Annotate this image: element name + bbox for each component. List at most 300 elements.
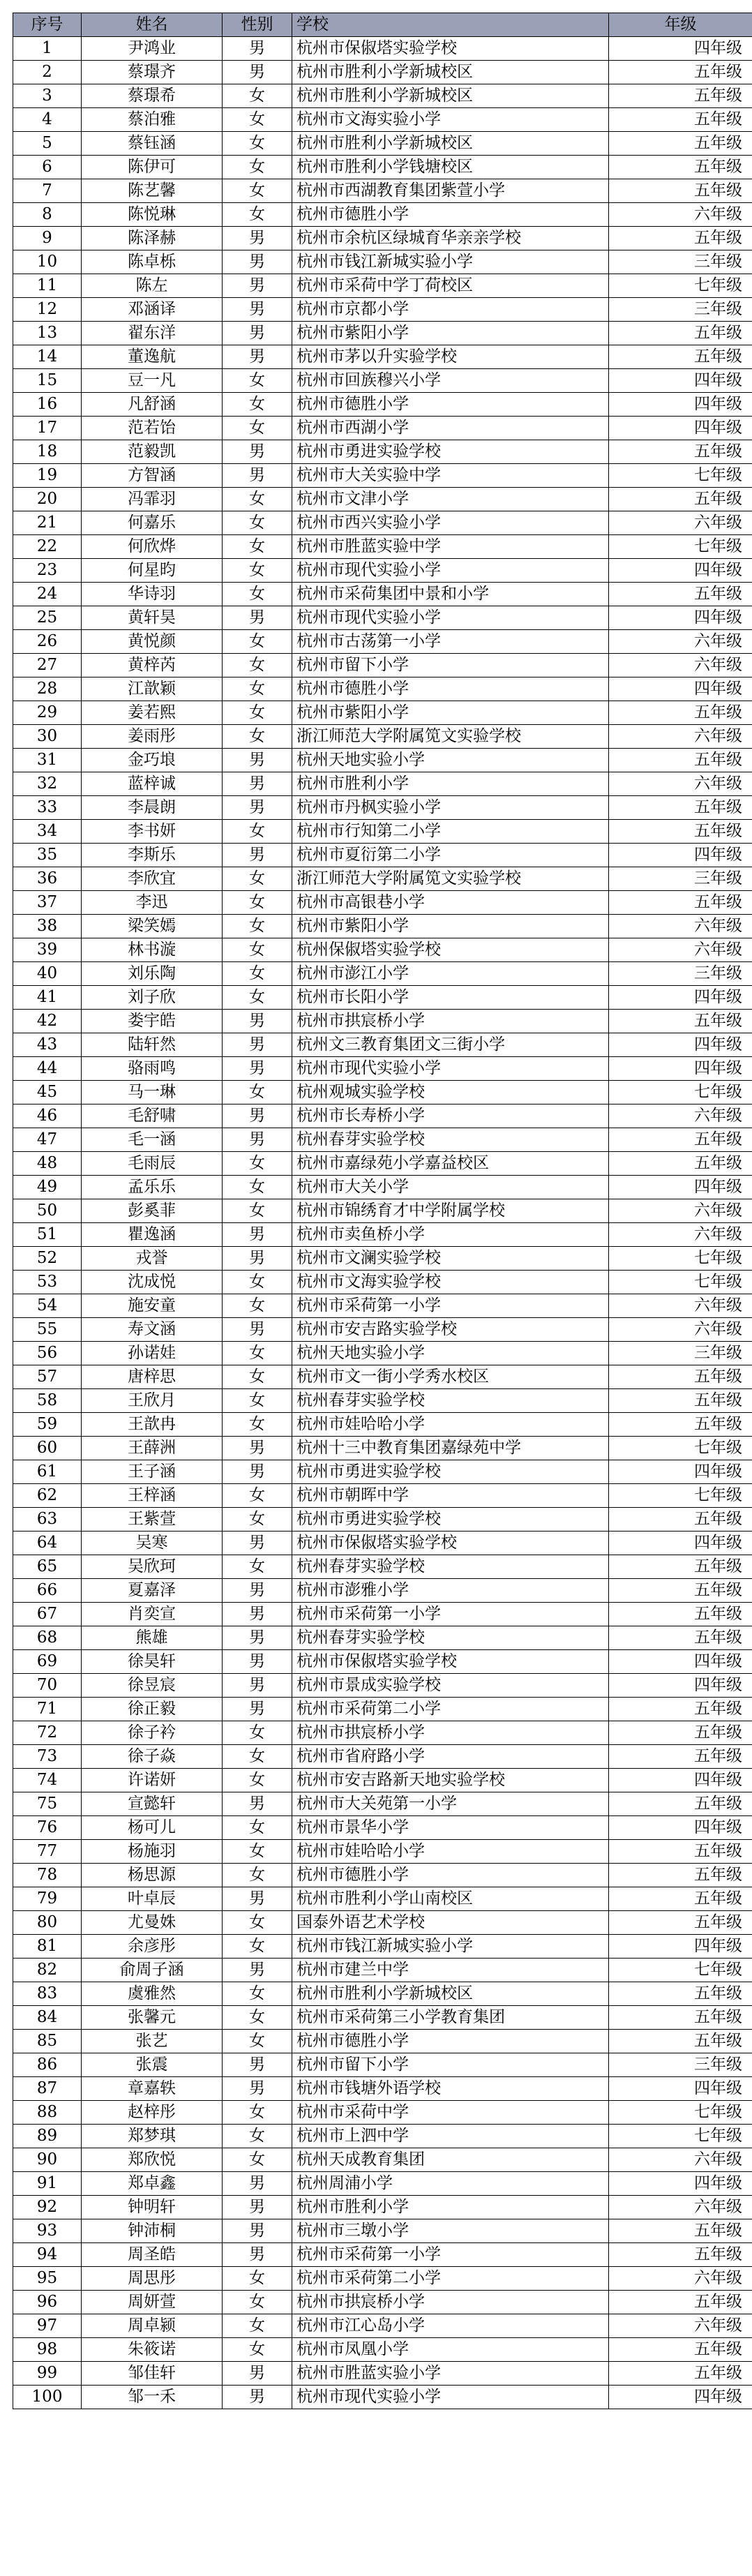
cell-sex[interactable]: 男 [223, 2196, 292, 2219]
cell-name[interactable]: 周思彤 [82, 2267, 223, 2291]
cell-name[interactable]: 许诺妍 [82, 1769, 223, 1792]
cell-grade[interactable]: 四年级 [609, 1033, 752, 1057]
table-row[interactable] [13, 1484, 752, 1508]
cell-name[interactable]: 范若饴 [82, 417, 223, 440]
cell-sex[interactable]: 男 [223, 2053, 292, 2077]
cell-school[interactable]: 杭州市凤凰小学 [292, 2338, 609, 2362]
cell-sex[interactable]: 女 [223, 1864, 292, 1887]
cell-grade[interactable]: 五年级 [609, 749, 752, 772]
cell-grade[interactable]: 五年级 [609, 1911, 752, 1935]
cell-school[interactable]: 杭州市紫阳小学 [292, 701, 609, 725]
table-row[interactable] [13, 132, 752, 156]
table-row[interactable] [13, 749, 752, 772]
cell-sex[interactable]: 男 [223, 796, 292, 820]
cell-no[interactable]: 50 [13, 1199, 82, 1223]
table-row[interactable] [13, 2196, 752, 2219]
cell-grade[interactable]: 五年级 [609, 2219, 752, 2243]
table-row[interactable] [13, 796, 752, 820]
cell-no[interactable]: 36 [13, 867, 82, 891]
cell-school[interactable]: 杭州市胜利小学新城校区 [292, 84, 609, 108]
cell-name[interactable]: 方智涵 [82, 464, 223, 488]
cell-no[interactable]: 67 [13, 1603, 82, 1626]
cell-no[interactable]: 19 [13, 464, 82, 488]
cell-no[interactable]: 8 [13, 203, 82, 227]
cell-name[interactable]: 姜雨彤 [82, 725, 223, 749]
cell-no[interactable]: 30 [13, 725, 82, 749]
cell-grade[interactable]: 四年级 [609, 2386, 752, 2409]
cell-name[interactable]: 戎誉 [82, 1247, 223, 1271]
cell-school[interactable]: 杭州市胜蓝实验小学 [292, 2362, 609, 2386]
cell-no[interactable]: 24 [13, 583, 82, 606]
table-row[interactable] [13, 654, 752, 677]
cell-no[interactable]: 95 [13, 2267, 82, 2291]
cell-school[interactable]: 杭州市德胜小学 [292, 677, 609, 701]
cell-no[interactable]: 66 [13, 1579, 82, 1603]
cell-sex[interactable]: 女 [223, 2030, 292, 2053]
table-row[interactable] [13, 1959, 752, 1982]
table-row[interactable] [13, 2125, 752, 2148]
cell-no[interactable]: 83 [13, 1982, 82, 2006]
cell-sex[interactable]: 男 [223, 1532, 292, 1555]
cell-name[interactable]: 周妍萱 [82, 2291, 223, 2314]
cell-grade[interactable]: 六年级 [609, 2314, 752, 2338]
cell-no[interactable]: 89 [13, 2125, 82, 2148]
cell-school[interactable]: 杭州市安吉路实验学校 [292, 1318, 609, 1342]
cell-name[interactable]: 唐梓思 [82, 1365, 223, 1389]
cell-sex[interactable]: 女 [223, 2314, 292, 2338]
cell-name[interactable]: 邓涵译 [82, 298, 223, 322]
cell-school[interactable]: 杭州周浦小学 [292, 2172, 609, 2196]
cell-grade[interactable]: 三年级 [609, 867, 752, 891]
cell-school[interactable]: 杭州市紫阳小学 [292, 322, 609, 345]
cell-grade[interactable]: 七年级 [609, 1247, 752, 1271]
cell-school[interactable]: 杭州市拱宸桥小学 [292, 1010, 609, 1033]
cell-grade[interactable]: 六年级 [609, 1199, 752, 1223]
cell-sex[interactable]: 女 [223, 1508, 292, 1532]
cell-name[interactable]: 蓝梓诚 [82, 772, 223, 796]
cell-school[interactable]: 杭州保俶塔实验学校 [292, 938, 609, 962]
cell-grade[interactable]: 五年级 [609, 2291, 752, 2314]
cell-no[interactable]: 9 [13, 227, 82, 250]
cell-no[interactable]: 16 [13, 393, 82, 417]
cell-no[interactable]: 22 [13, 535, 82, 559]
cell-sex[interactable]: 男 [223, 1318, 292, 1342]
cell-grade[interactable]: 五年级 [609, 1508, 752, 1532]
table-row[interactable] [13, 1816, 752, 1840]
table-row[interactable] [13, 274, 752, 298]
table-row[interactable] [13, 1982, 752, 2006]
cell-grade[interactable]: 四年级 [609, 559, 752, 583]
cell-no[interactable]: 63 [13, 1508, 82, 1532]
cell-school[interactable]: 杭州天地实验小学 [292, 749, 609, 772]
cell-sex[interactable]: 女 [223, 417, 292, 440]
cell-sex[interactable]: 女 [223, 915, 292, 938]
cell-no[interactable]: 75 [13, 1792, 82, 1816]
cell-sex[interactable]: 女 [223, 1176, 292, 1199]
table-row[interactable] [13, 772, 752, 796]
cell-name[interactable]: 豆一凡 [82, 369, 223, 393]
table-row[interactable] [13, 2386, 752, 2409]
table-row[interactable] [13, 1318, 752, 1342]
cell-sex[interactable]: 女 [223, 725, 292, 749]
cell-grade[interactable]: 五年级 [609, 108, 752, 132]
cell-school[interactable]: 杭州市胜蓝实验中学 [292, 535, 609, 559]
table-row[interactable] [13, 298, 752, 322]
cell-name[interactable]: 夏嘉泽 [82, 1579, 223, 1603]
cell-school[interactable]: 杭州市胜利小学新城校区 [292, 1982, 609, 2006]
cell-grade[interactable]: 五年级 [609, 1792, 752, 1816]
cell-grade[interactable]: 五年级 [609, 1626, 752, 1650]
cell-sex[interactable]: 女 [223, 1982, 292, 2006]
cell-school[interactable]: 浙江师范大学附属笕文实验学校 [292, 867, 609, 891]
cell-name[interactable]: 熊雄 [82, 1626, 223, 1650]
cell-name[interactable]: 王梓涵 [82, 1484, 223, 1508]
cell-sex[interactable]: 男 [223, 2077, 292, 2101]
cell-school[interactable]: 杭州市保俶塔实验学校 [292, 37, 609, 61]
cell-school[interactable]: 杭州市文澜实验学校 [292, 1247, 609, 1271]
table-row[interactable] [13, 1508, 752, 1532]
cell-school[interactable]: 杭州市景华小学 [292, 1816, 609, 1840]
table-row[interactable] [13, 820, 752, 844]
cell-name[interactable]: 王紫萱 [82, 1508, 223, 1532]
cell-school[interactable]: 杭州市丹枫实验小学 [292, 796, 609, 820]
cell-school[interactable]: 杭州市高银巷小学 [292, 891, 609, 915]
cell-sex[interactable]: 女 [223, 1911, 292, 1935]
cell-sex[interactable]: 女 [223, 820, 292, 844]
cell-sex[interactable]: 男 [223, 844, 292, 867]
cell-grade[interactable]: 六年级 [609, 915, 752, 938]
table-row[interactable] [13, 1033, 752, 1057]
cell-school[interactable]: 杭州市钱江新城实验小学 [292, 1935, 609, 1959]
table-row[interactable] [13, 61, 752, 84]
table-row[interactable] [13, 1626, 752, 1650]
cell-grade[interactable]: 六年级 [609, 1104, 752, 1128]
cell-no[interactable]: 85 [13, 2030, 82, 2053]
table-row[interactable] [13, 1650, 752, 1674]
table-row[interactable] [13, 1081, 752, 1104]
cell-name[interactable]: 俞周子涵 [82, 1959, 223, 1982]
cell-name[interactable]: 何嘉乐 [82, 511, 223, 535]
cell-grade[interactable]: 三年级 [609, 2053, 752, 2077]
cell-name[interactable]: 江歆颖 [82, 677, 223, 701]
cell-name[interactable]: 徐昱宸 [82, 1674, 223, 1698]
table-row[interactable] [13, 606, 752, 630]
cell-school[interactable]: 杭州市文海实验小学 [292, 108, 609, 132]
cell-name[interactable]: 邹佳轩 [82, 2362, 223, 2386]
cell-sex[interactable]: 男 [223, 1792, 292, 1816]
cell-school[interactable]: 杭州市娃哈哈小学 [292, 1413, 609, 1437]
cell-grade[interactable]: 六年级 [609, 772, 752, 796]
cell-sex[interactable]: 女 [223, 867, 292, 891]
table-row[interactable] [13, 1769, 752, 1792]
table-row[interactable] [13, 1271, 752, 1294]
cell-school[interactable]: 杭州天地实验小学 [292, 1342, 609, 1365]
cell-sex[interactable]: 女 [223, 938, 292, 962]
table-row[interactable] [13, 2053, 752, 2077]
cell-grade[interactable]: 五年级 [609, 891, 752, 915]
cell-name[interactable]: 张艺 [82, 2030, 223, 2053]
cell-name[interactable]: 陈艺馨 [82, 179, 223, 203]
cell-grade[interactable]: 五年级 [609, 1365, 752, 1389]
cell-name[interactable]: 周卓颍 [82, 2314, 223, 2338]
cell-school[interactable]: 杭州市大关小学 [292, 1176, 609, 1199]
cell-no[interactable]: 6 [13, 156, 82, 179]
cell-name[interactable]: 刘子欣 [82, 986, 223, 1010]
cell-name[interactable]: 杨思源 [82, 1864, 223, 1887]
cell-school[interactable]: 杭州市胜利小学新城校区 [292, 132, 609, 156]
cell-grade[interactable]: 四年级 [609, 677, 752, 701]
cell-no[interactable]: 92 [13, 2196, 82, 2219]
table-row[interactable] [13, 2101, 752, 2125]
cell-sex[interactable]: 女 [223, 1342, 292, 1365]
cell-sex[interactable]: 女 [223, 488, 292, 511]
cell-school[interactable]: 杭州市拱宸桥小学 [292, 2291, 609, 2314]
cell-grade[interactable]: 六年级 [609, 725, 752, 749]
cell-name[interactable]: 李书妍 [82, 820, 223, 844]
cell-school[interactable]: 杭州市景成实验学校 [292, 1674, 609, 1698]
cell-sex[interactable]: 男 [223, 1650, 292, 1674]
cell-name[interactable]: 徐子衿 [82, 1721, 223, 1745]
header-sex[interactable]: 性别 [223, 13, 292, 37]
cell-sex[interactable]: 男 [223, 61, 292, 84]
header-name[interactable]: 姓名 [82, 13, 223, 37]
cell-sex[interactable]: 女 [223, 535, 292, 559]
cell-school[interactable]: 杭州文三教育集团文三街小学 [292, 1033, 609, 1057]
table-row[interactable] [13, 1911, 752, 1935]
cell-school[interactable]: 杭州市采荷第一小学 [292, 1294, 609, 1318]
cell-school[interactable]: 杭州市紫阳小学 [292, 915, 609, 938]
table-row[interactable] [13, 1247, 752, 1271]
cell-sex[interactable]: 女 [223, 1199, 292, 1223]
cell-grade[interactable]: 四年级 [609, 1650, 752, 1674]
table-row[interactable] [13, 1887, 752, 1911]
cell-sex[interactable]: 女 [223, 1935, 292, 1959]
cell-no[interactable]: 27 [13, 654, 82, 677]
cell-name[interactable]: 郑卓鑫 [82, 2172, 223, 2196]
cell-grade[interactable]: 五年级 [609, 2030, 752, 2053]
cell-school[interactable]: 杭州市现代实验小学 [292, 559, 609, 583]
table-row[interactable] [13, 867, 752, 891]
cell-sex[interactable]: 男 [223, 440, 292, 464]
cell-school[interactable]: 杭州市胜利小学山南校区 [292, 1887, 609, 1911]
table-row[interactable] [13, 345, 752, 369]
cell-name[interactable]: 刘乐陶 [82, 962, 223, 986]
cell-grade[interactable]: 五年级 [609, 1887, 752, 1911]
cell-no[interactable]: 55 [13, 1318, 82, 1342]
cell-name[interactable]: 余彦彤 [82, 1935, 223, 1959]
cell-no[interactable]: 46 [13, 1104, 82, 1128]
table-row[interactable] [13, 84, 752, 108]
cell-no[interactable]: 10 [13, 250, 82, 274]
cell-grade[interactable]: 五年级 [609, 132, 752, 156]
cell-grade[interactable]: 四年级 [609, 2172, 752, 2196]
cell-sex[interactable]: 男 [223, 345, 292, 369]
cell-grade[interactable]: 三年级 [609, 962, 752, 986]
cell-school[interactable]: 杭州市夏衍第二小学 [292, 844, 609, 867]
cell-sex[interactable]: 女 [223, 1769, 292, 1792]
table-row[interactable] [13, 1698, 752, 1721]
cell-name[interactable]: 朱筱诺 [82, 2338, 223, 2362]
cell-no[interactable]: 2 [13, 61, 82, 84]
cell-grade[interactable]: 七年级 [609, 1081, 752, 1104]
cell-name[interactable]: 毛一涵 [82, 1128, 223, 1152]
cell-no[interactable]: 14 [13, 345, 82, 369]
cell-no[interactable]: 3 [13, 84, 82, 108]
table-row[interactable] [13, 1745, 752, 1769]
cell-no[interactable]: 96 [13, 2291, 82, 2314]
cell-name[interactable]: 孟乐乐 [82, 1176, 223, 1199]
cell-name[interactable]: 骆雨鸣 [82, 1057, 223, 1081]
cell-sex[interactable]: 女 [223, 1721, 292, 1745]
cell-name[interactable]: 郑欣悦 [82, 2148, 223, 2172]
cell-name[interactable]: 林书漩 [82, 938, 223, 962]
cell-grade[interactable]: 四年级 [609, 369, 752, 393]
cell-name[interactable]: 黄悦颜 [82, 630, 223, 654]
table-row[interactable] [13, 369, 752, 393]
cell-no[interactable]: 39 [13, 938, 82, 962]
cell-name[interactable]: 孙诺娃 [82, 1342, 223, 1365]
table-row[interactable] [13, 535, 752, 559]
cell-grade[interactable]: 六年级 [609, 2196, 752, 2219]
cell-name[interactable]: 张震 [82, 2053, 223, 2077]
cell-grade[interactable]: 六年级 [609, 1318, 752, 1342]
table-row[interactable] [13, 583, 752, 606]
table-row[interactable] [13, 1555, 752, 1579]
cell-school[interactable]: 杭州市勇进实验学校 [292, 1460, 609, 1484]
cell-name[interactable]: 张馨元 [82, 2006, 223, 2030]
table-row[interactable] [13, 701, 752, 725]
table-row[interactable] [13, 2172, 752, 2196]
cell-name[interactable]: 何欣烨 [82, 535, 223, 559]
table-row[interactable] [13, 1365, 752, 1389]
table-row[interactable] [13, 227, 752, 250]
table-row[interactable] [13, 1223, 752, 1247]
cell-sex[interactable]: 女 [223, 393, 292, 417]
cell-no[interactable]: 18 [13, 440, 82, 464]
table-row[interactable] [13, 1010, 752, 1033]
cell-school[interactable]: 杭州市采荷中学丁荷校区 [292, 274, 609, 298]
cell-sex[interactable]: 男 [223, 1010, 292, 1033]
cell-no[interactable]: 28 [13, 677, 82, 701]
cell-grade[interactable]: 七年级 [609, 274, 752, 298]
table-row[interactable] [13, 844, 752, 867]
table-row[interactable] [13, 1460, 752, 1484]
cell-sex[interactable]: 女 [223, 1389, 292, 1413]
cell-name[interactable]: 华诗羽 [82, 583, 223, 606]
cell-grade[interactable]: 六年级 [609, 1223, 752, 1247]
cell-name[interactable]: 王欣月 [82, 1389, 223, 1413]
cell-name[interactable]: 蔡泊雅 [82, 108, 223, 132]
cell-no[interactable]: 81 [13, 1935, 82, 1959]
table-row[interactable] [13, 1413, 752, 1437]
cell-grade[interactable]: 三年级 [609, 250, 752, 274]
cell-sex[interactable]: 女 [223, 108, 292, 132]
cell-school[interactable]: 杭州市茅以升实验学校 [292, 345, 609, 369]
cell-no[interactable]: 74 [13, 1769, 82, 1792]
table-row[interactable] [13, 2243, 752, 2267]
cell-grade[interactable]: 七年级 [609, 1959, 752, 1982]
cell-school[interactable]: 杭州市采荷第三小学教育集团 [292, 2006, 609, 2030]
cell-sex[interactable]: 女 [223, 677, 292, 701]
cell-no[interactable]: 73 [13, 1745, 82, 1769]
cell-name[interactable]: 陈悦琳 [82, 203, 223, 227]
cell-name[interactable]: 毛舒啸 [82, 1104, 223, 1128]
cell-grade[interactable]: 六年级 [609, 938, 752, 962]
cell-grade[interactable]: 五年级 [609, 2338, 752, 2362]
cell-name[interactable]: 郑梦琪 [82, 2125, 223, 2148]
cell-name[interactable]: 陈伊可 [82, 156, 223, 179]
cell-name[interactable]: 蔡璟齐 [82, 61, 223, 84]
cell-no[interactable]: 70 [13, 1674, 82, 1698]
cell-no[interactable]: 57 [13, 1365, 82, 1389]
table-row[interactable] [13, 1792, 752, 1816]
cell-sex[interactable]: 男 [223, 2362, 292, 2386]
cell-name[interactable]: 徐正毅 [82, 1698, 223, 1721]
cell-school[interactable]: 杭州春芽实验学校 [292, 1128, 609, 1152]
cell-grade[interactable]: 四年级 [609, 1816, 752, 1840]
cell-no[interactable]: 56 [13, 1342, 82, 1365]
cell-sex[interactable]: 女 [223, 962, 292, 986]
cell-sex[interactable]: 男 [223, 1247, 292, 1271]
cell-name[interactable]: 李斯乐 [82, 844, 223, 867]
cell-school[interactable]: 杭州市澎江小学 [292, 962, 609, 986]
cell-grade[interactable]: 五年级 [609, 1579, 752, 1603]
cell-school[interactable]: 杭州市安吉路新天地实验学校 [292, 1769, 609, 1792]
table-row[interactable] [13, 1864, 752, 1887]
cell-grade[interactable]: 四年级 [609, 1674, 752, 1698]
cell-school[interactable]: 杭州市锦绣育才中学附属学校 [292, 1199, 609, 1223]
cell-no[interactable]: 1 [13, 37, 82, 61]
cell-school[interactable]: 杭州市德胜小学 [292, 203, 609, 227]
header-school[interactable]: 学校 [292, 13, 609, 37]
cell-sex[interactable]: 男 [223, 227, 292, 250]
cell-school[interactable]: 杭州市采荷第一小学 [292, 1603, 609, 1626]
cell-name[interactable]: 李迅 [82, 891, 223, 915]
cell-school[interactable]: 杭州市大关实验中学 [292, 464, 609, 488]
cell-name[interactable]: 杨施羽 [82, 1840, 223, 1864]
cell-sex[interactable]: 男 [223, 1223, 292, 1247]
table-row[interactable] [13, 1935, 752, 1959]
cell-no[interactable]: 4 [13, 108, 82, 132]
cell-name[interactable]: 冯霏羽 [82, 488, 223, 511]
cell-no[interactable]: 52 [13, 1247, 82, 1271]
cell-name[interactable]: 徐昊轩 [82, 1650, 223, 1674]
cell-sex[interactable]: 女 [223, 132, 292, 156]
cell-school[interactable]: 杭州市京都小学 [292, 298, 609, 322]
cell-school[interactable]: 杭州市余杭区绿城育华亲亲学校 [292, 227, 609, 250]
table-row[interactable] [13, 250, 752, 274]
cell-school[interactable]: 杭州市卖鱼桥小学 [292, 1223, 609, 1247]
cell-grade[interactable]: 五年级 [609, 1152, 752, 1176]
cell-name[interactable]: 施安童 [82, 1294, 223, 1318]
cell-sex[interactable]: 男 [223, 2219, 292, 2243]
cell-sex[interactable]: 男 [223, 772, 292, 796]
cell-no[interactable]: 5 [13, 132, 82, 156]
cell-no[interactable]: 45 [13, 1081, 82, 1104]
cell-no[interactable]: 32 [13, 772, 82, 796]
cell-grade[interactable]: 四年级 [609, 606, 752, 630]
cell-school[interactable]: 杭州天成教育集团 [292, 2148, 609, 2172]
table-row[interactable] [13, 630, 752, 654]
cell-sex[interactable]: 女 [223, 630, 292, 654]
cell-no[interactable]: 90 [13, 2148, 82, 2172]
cell-name[interactable]: 钟沛桐 [82, 2219, 223, 2243]
cell-no[interactable]: 15 [13, 369, 82, 393]
cell-grade[interactable]: 五年级 [609, 2243, 752, 2267]
cell-sex[interactable]: 男 [223, 274, 292, 298]
cell-grade[interactable]: 四年级 [609, 393, 752, 417]
cell-no[interactable]: 44 [13, 1057, 82, 1081]
